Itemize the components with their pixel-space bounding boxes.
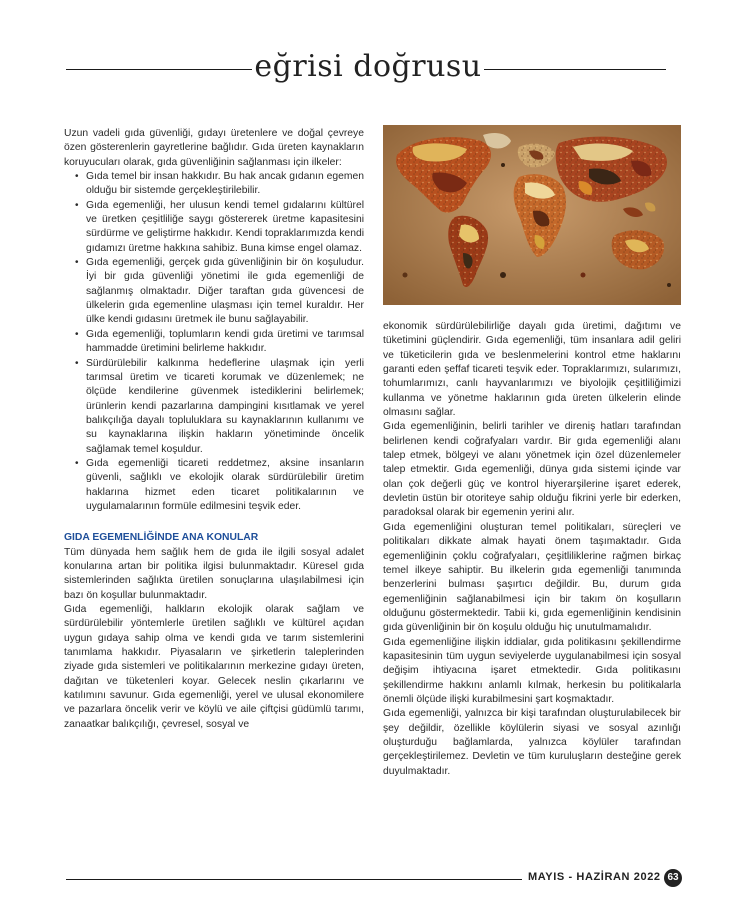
spice-map-illustration bbox=[383, 125, 681, 305]
header-rule-right bbox=[484, 69, 666, 70]
page-footer bbox=[66, 868, 682, 888]
body-paragraph: Gıda egemenliği, halkların ekolojik olarak sağlam ve sürdürülebilir yöntemlerle üretilen sağlıklı ve kültürel açıdan uygun gıdaya sahip olma ve kendi gıda ve tarım sistemlerini tanımlama hakkıdır. Piyasaların ve şirketlerin taleplerinden ziyade gıda sistemleri ve politikalarının merkezine gıdayı üreten, dağıtan ve tüketenleri koyar. Gelecek neslin çıkarlarını ve katılımını savunur. Gıda egemenliği, yerel ve ulusal ekonomilere ve pazarlara öncelik verir ve köylü ve aile çiftçisi güdümlü tarımı, zanaatkar balıkçılığı, çevresel, sosyal ve bbox=[64, 604, 364, 730]
issue-date: MAYIS - HAZİRAN 2022 bbox=[528, 871, 661, 883]
header-rule-left bbox=[66, 69, 252, 70]
left-column bbox=[64, 127, 364, 732]
section-title: eğrisi doğrusu bbox=[254, 49, 482, 84]
list-item: • Gıda egemenliği ticareti reddetmez, aksine insanların güvenli, sağlıklı ve ekolojik olarak sürdürülebilir üretim haklarına hizmet eden ticaret politikalarının ve uygulamalarının formüle edilmesini teşvik eder. bbox=[86, 457, 364, 514]
body-paragraph: ekonomik sürdürülebilirliğe dayalı gıda üretimi, dağıtımı ve tüketimini güçlendirir. Gıda egemenliği, tüm insanlara adil geliri ve tüketicilerin gıda ve beslenmelerini kontrol etme haklarını garanti eden şeffaf ticareti teşvik eder. Topraklarımızı, sularımızı, tohumlarımızı, canlı hayvanlarımızı ve biyolojik çeşitliliğimizi kullanma ve yönetme haklarının gıda üreten ülkelerin elinde olmasını sağlar. bbox=[383, 321, 681, 419]
page-number-badge: 63 bbox=[664, 869, 682, 887]
spice-world-map-image bbox=[383, 125, 681, 305]
list-item: • Gıda egemenliği, gerçek gıda güvenliğinin bir ön koşuludur. İyi bir gıda güvenliği yönetimi ile gıda egemenliği de sağlanmış olmaktadır. Diğer taraftan gıda güvencesi de ülkelerin gıda egemenline ulaşması için temel kuraldır. Her ülke kendi gıdasını üretmek ile bunu sağlayabilir. bbox=[86, 256, 364, 328]
body-paragraph: Gıda egemenliğine ilişkin iddialar, gıda politikasını şekillendirme kapasitesinin tüm uygun seviyelerde uygulanabilmesi için sosyal değişim ihtiyacına işaret etmektedir. Gıda politikasını şekillendirme hakkını anlamlı kılmak, herkesin bu politikalarla önemli ölçüde ilişki kurabilmesini şart koşmaktadır. bbox=[383, 636, 681, 705]
list-item: • Sürdürülebilir kalkınma hedeflerine ulaşmak için yerli tarımsal üretim ve ticareti korumak ve düzenlemek; ne ölçüde kendilerine güvenmek istediklerini belirlemek; ürünlerin kendi pazarlarına dampingini kısıtlamak ve yerel balıkçılığa dayalı topluluklara su kaynaklarının kullanımı ve su kaynaklarına ilişkin hakların yönetiminde öncelik sağlamak temel koşuldur. bbox=[86, 357, 364, 457]
list-item: • Gıda egemenliği, toplumların kendi gıda üretimi ve tarımsal hammadde üretimini belirleme hakkıdır. bbox=[86, 328, 364, 357]
intro-paragraph: Uzun vadeli gıda güvenliği, gıdayı üretenlere ve doğal çevreye özen gösterenlerin gayretlerine bağlıdır. Gıda üreten kaynakların koruyucuları olarak, gıda güvenliğinin sağlanması için ilkeler: bbox=[64, 128, 364, 168]
page-header bbox=[66, 48, 666, 90]
body-paragraph: Gıda egemenliği, yalnızca bir kişi tarafından oluşturulabilecek bir şey değildir, özellikle köylülerin siyasi ve sosyal azınlığı oluşturduğu bağlamlarda, yalnızca köylüler tarafından gerçekleştirilemez. Devletin ve tüm kuruluşların desteğine gerek duyulmaktadır. bbox=[383, 708, 681, 777]
body-paragraph: Gıda egemenliğini oluşturan temel politikaları, süreçleri ve politikaları dikkate almak hayati önem taşımaktadır. Gıda egemenliğinin çoklu coğrafyaları, çeşitliliklerine rağmen birkaç temel ilkeye sahiptir. Bu ilkelerin gıda egemenliği tanımında benzerlerini bulması şaşırtıcı değildir. Bu, durum gıda egemenliğinin sağlanabilmesi için bir takım ön koşulların olduğunu göstermektedir. Tabii ki, gıda egemenliğinin kendisinin gıda güvenliğinin bir ön koşulu olduğu hiç unutulmamalıdır. bbox=[383, 521, 681, 634]
section-heading: GIDA EGEMENLİĞİNDE ANA KONULAR bbox=[64, 532, 259, 544]
right-column bbox=[383, 320, 681, 779]
list-item: • Gıda temel bir insan hakkıdır. Bu hak ancak gıdanın egemen olduğu bir sistemde gerçekleştirilebilir. bbox=[86, 170, 364, 199]
list-item: • Gıda egemenliği, her ulusun kendi temel gıdalarını kültürel ve üretken çeşitliliğe saygı göstererek üretme kapasitesini sürdürme ve geliştirme hakkıdır. Kendi topraklarımızda kendi gıdamızı üretme hakkına sahibiz. Buna kimse engel olamaz. bbox=[86, 199, 364, 256]
body-paragraph: Gıda egemenliğinin, belirli tarihler ve direniş hatları tarafından belirlenen kendi coğrafyaları vardır. Bir gıda egemenliği alanı talep etmek, bölgeyi ve alanı yönetmek için özel düzenlemeler talep etmektir. Gıda egemenliği, dünya gıda sistemi içinde var olan çok değerli güç ve kontrol hiyerarşilerine işaret ederek, devletin üstün bir otoriteye sahip olduğu fikrini yerle bir ederken, paradoksal olarak bir egemenin yerini alır. bbox=[383, 421, 681, 519]
principles-list bbox=[64, 170, 364, 514]
body-paragraph: Tüm dünyada hem sağlık hem de gıda ile ilgili sosyal adalet konularına artan bir politika ilgisi bulunmaktadır. Küresel gıda sistemlerinden sağlıkta üretilen sonuçlarına ulaşılabilmesi için bazı ön koşullar bulunmaktadır. bbox=[64, 546, 364, 601]
footer-rule bbox=[66, 879, 522, 880]
